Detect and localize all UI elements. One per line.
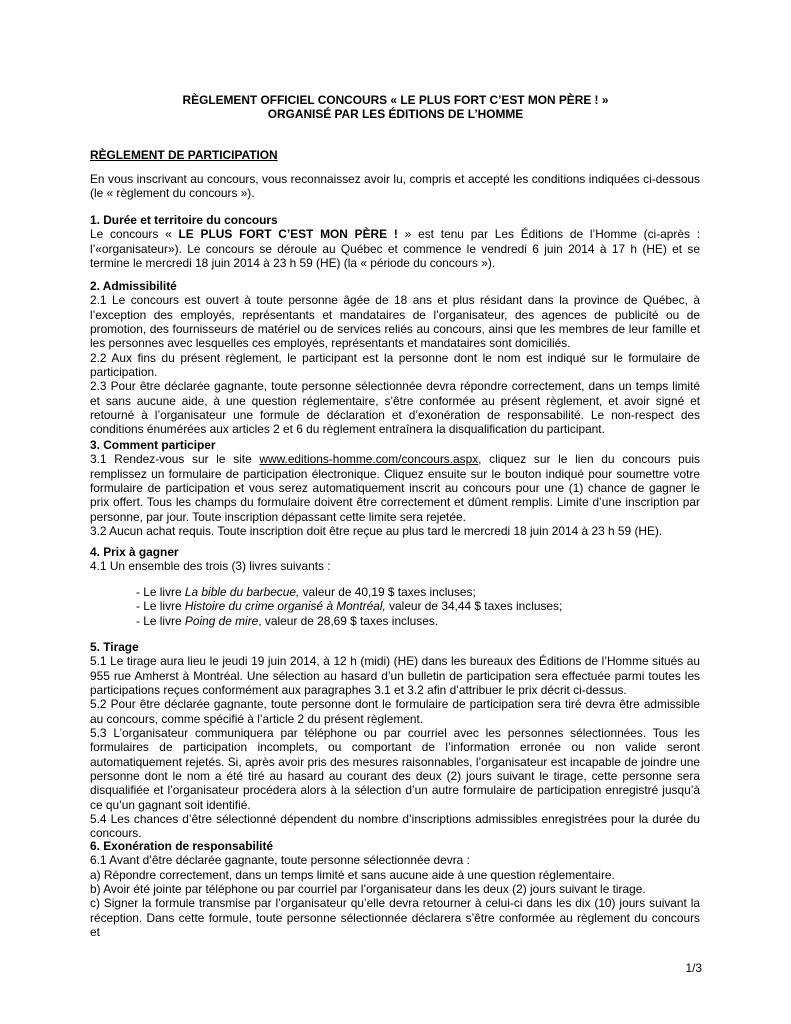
prize-item [136, 585, 696, 599]
section-4-paragraph-1: 4.1 Un ensemble des trois (3) livres suivants : [90, 559, 331, 574]
prize-value: valeur de 40,19 $ taxes incluses; [299, 585, 476, 599]
section-5 [90, 640, 700, 841]
section-3-text-end: , cliquez sur le lien du concours puis remplissez un formulaire de participation électronique. Cliquez ensuite sur le bouton indiqué pour soumettre votre formulaire de participation et vous serez automatiquement inscrit au concours pour une (1) chance de gagner le prix offert. Tous les champs du formulaire doivent être correctement et dûment remplis. Limite d’une inscription par personne, par jour. Toute inscription dépassant cette limite sera rejetée. [90, 452, 700, 524]
prize-value: valeur de 34,44 $ taxes incluses; [385, 599, 563, 614]
section-1-text-start: Le concours « [90, 227, 179, 242]
section-5-paragraph-1: 5.1 Le tirage aura lieu le jeudi 19 juin 2014, à 12 h (midi) (HE) dans les bureaux des Éditions de l’Homme situés au 955 rue Amherst à Montréal. Une sélection au hasard d’un bulletin de participation sera effectuée parmi toutes les participations reçues conformément aux paragraphes 3.1 et 3.2 afin d’attribuer le prix décrit ci-dessus. [90, 654, 700, 698]
section-1-heading: 1. Durée et territoire du concours [90, 213, 278, 227]
prize-prefix: - Le livre [136, 585, 185, 599]
contest-website-link[interactable]: www.editions-homme.com/concours.aspx [259, 452, 479, 467]
section-1-paragraph [90, 227, 700, 270]
page-number: 1/3 [685, 961, 702, 975]
section-4-heading: 4. Prix à gagner [90, 545, 179, 559]
document-title-line-2: ORGANISÉ PAR LES ÉDITIONS DE L’HOMME [267, 107, 524, 121]
section-5-paragraph-2: 5.2 Pour être déclarée gagnante, toute personne dont le formulaire de participation sera tiré devra être admissible au concours, comme spécifié à l’article 2 du présent règlement. [90, 697, 700, 726]
section-2 [90, 279, 700, 437]
document-title-line-1: RÈGLEMENT OFFICIEL CONCOURS « LE PLUS FORT C’EST MON PÈRE ! » [182, 93, 609, 107]
section-3-heading: 3. Comment participer [90, 438, 216, 452]
section-3-text-start: 3.1 Rendez-vous sur le site [90, 452, 260, 467]
prize-value: , valeur de 28,69 $ taxes incluses. [258, 613, 439, 628]
section-6-heading: 6. Exonération de responsabilité [90, 839, 274, 853]
section-2-paragraph-2: 2.2 Aux fins du présent règlement, le participant est la personne dont le nom est indiqué sur le formulaire de participation. [90, 350, 700, 380]
section-6-paragraph-1: 6.1 Avant d’être déclarée gagnante, toute personne sélectionnée devra : [90, 853, 470, 868]
contest-name: LE PLUS FORT C’EST MON PÈRE ! [178, 227, 398, 242]
section-1-text-end: » est tenu par Les Éditions de l’Homme (ci-après : l’«organisateur»). Le concours se déroule au Québec et commence le vendredi 6 juin 2014 à 17 h (HE) et se termine le mercredi 18 juin 2014 à 23 h 59 (HE) (la « période du concours »). [90, 227, 701, 271]
section-3-paragraph-2: 3.2 Aucun achat requis. Toute inscription doit être reçue au plus tard le mercredi 18 juin 2014 à 23 h 59 (HE). [90, 524, 663, 539]
prize-prefix: - Le livre [136, 599, 185, 614]
book-title: Poing de mire [184, 613, 259, 628]
prize-prefix: - Le livre [136, 613, 185, 628]
section-1 [90, 213, 700, 270]
section-6-item-b: b) Avoir été jointe par téléphone ou par courriel par l’organisateur dans les deux (2) jours suivant le tirage. [90, 882, 646, 897]
section-3-paragraph-1 [90, 452, 700, 524]
section-2-paragraph-1: 2.1 Le concours est ouvert à toute personne âgée de 18 ans et plus résidant dans la province de Québec, à l’exception des employés, représentants et mandataires de l’organisateur, des agences de publicité ou de promotion, des fournisseurs de matériel ou de services reliés au concours, ainsi que les membres de leur famille et les personnes avec lesquelles ces employés, représentants et mandataires sont domiciliés. [90, 293, 700, 351]
prize-item [136, 599, 696, 613]
section-2-paragraph-3: 2.3 Pour être déclarée gagnante, toute personne sélectionnée devra répondre correctement, dans un temps limité et sans aucune aide, à une question réglementaire, s’être conformée au présent règlement, et avoir signé et retourné à l’organisateur une formule de déclaration et d’exonération de responsabilité. Le non-respect des conditions énumérées aux articles 2 et 6 du règlement entraînera la disqualification du participant. [90, 379, 700, 437]
section-6-item-a: a) Répondre correctement, dans un temps limité et sans aucune aide à une question réglementaire. [90, 867, 615, 882]
section-5-paragraph-3: 5.3 L’organisateur communiquera par téléphone ou par courriel avec les personnes sélectionnées. Tous les formulaires de participation incomplets, ou comportant de l’information erronée ou non valide seront automatiquement rejetés. Si, après avoir pris des mesures raisonnables, l’organisateur est incapable de joindre une personne dont le nom a été tiré au hasard au courant des deux (2) jours suivant le tirage, cette personne sera disqualifiée et l’organisateur procédera alors à la sélection d’un autre formulaire de participation enregistré jusqu’à ce qu’un gagnant soit identifié. [90, 726, 700, 812]
book-title: Histoire du crime organisé à Montréal, [184, 599, 386, 614]
participation-heading: RÈGLEMENT DE PARTICIPATION [90, 148, 278, 162]
section-5-heading: 5. Tirage [90, 640, 139, 654]
section-6 [90, 839, 700, 939]
prize-item [136, 614, 696, 628]
section-6-item-c: c) Signer la formule transmise par l’organisateur qu’elle devra retourner à celui-ci dans les dix (10) jours suivant la réception. Dans cette formule, toute personne sélectionnée déclarera s’être conformée au règlement du concours et [90, 896, 700, 940]
section-4 [90, 545, 700, 574]
prize-list [136, 585, 696, 628]
intro-paragraph: En vous inscrivant au concours, vous reconnaissez avoir lu, compris et accepté les conditions indiquées ci-dessous (le « règlement du concours »). [90, 172, 700, 201]
section-2-heading: 2. Admissibilité [90, 279, 177, 293]
section-3 [90, 438, 700, 538]
book-title: La bible du barbecue, [184, 585, 300, 599]
section-5-paragraph-4: 5.4 Les chances d’être sélectionné dépendent du nombre d’inscriptions admissibles enregistrées pour la durée du concours. [90, 812, 700, 841]
